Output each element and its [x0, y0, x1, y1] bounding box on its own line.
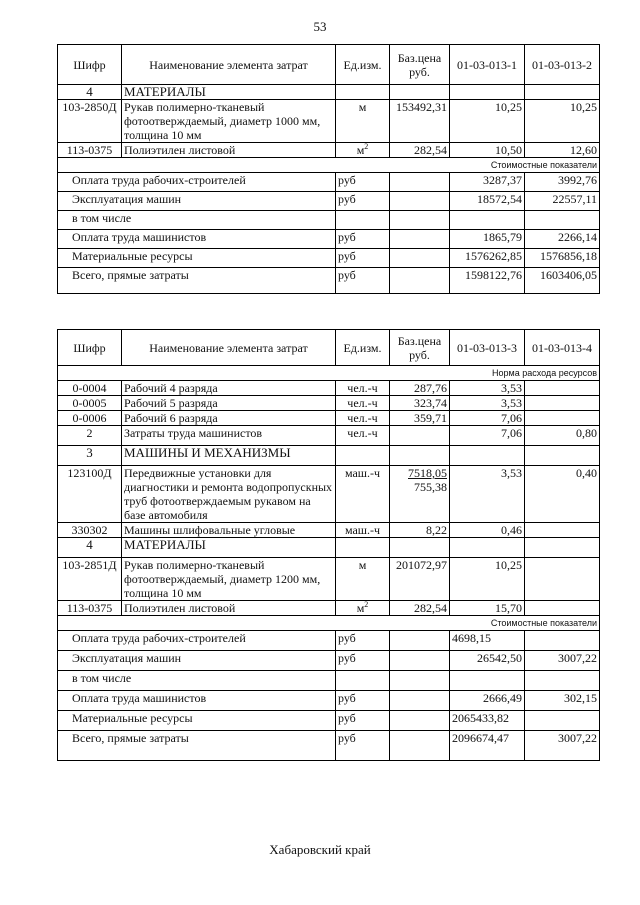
summary-label: Эксплуатация машин	[58, 651, 336, 671]
row-price-main: 7518,05	[408, 466, 447, 480]
row-v2	[525, 523, 600, 538]
row-name: Рабочий 4 разряда	[122, 381, 336, 396]
header-unit: Ед.изм.	[336, 45, 390, 85]
row-v1: 15,70	[450, 601, 525, 616]
summary-label: Эксплуатация машин	[58, 192, 336, 211]
row-name: Рабочий 6 разряда	[122, 411, 336, 426]
summary-unit: руб	[336, 691, 390, 711]
row-code: 103-2851Д	[58, 558, 122, 601]
row-unit: чел.-ч	[336, 426, 390, 446]
section-title: МАТЕРИАЛЫ	[122, 538, 336, 558]
table-row	[58, 523, 600, 538]
summary-v1: 1576262,85	[450, 249, 525, 268]
summary-unit: руб	[336, 268, 390, 294]
summary-label: Материальные ресурсы	[58, 249, 336, 268]
header-unit: Ед.изм.	[336, 330, 390, 366]
header-name: Наименование элемента затрат	[122, 45, 336, 85]
summary-v2	[525, 711, 600, 731]
summary-row	[58, 731, 600, 761]
summary-label: Оплата труда рабочих-строителей	[58, 631, 336, 651]
table-row	[58, 396, 600, 411]
header-base-price: Баз.цена руб.	[390, 45, 450, 85]
summary-v1: 3287,37	[450, 173, 525, 192]
summary-unit: руб	[336, 651, 390, 671]
row-v2: 0,40	[525, 466, 600, 523]
table-row	[58, 426, 600, 446]
summary-v2: 1603406,05	[525, 268, 600, 294]
section-code: 3	[58, 446, 122, 466]
summary-unit: руб	[336, 230, 390, 249]
row-v2: 12,60	[525, 143, 600, 158]
summary-v1: 1598122,76	[450, 268, 525, 294]
table-row	[58, 381, 600, 396]
row-code: 113-0375	[58, 143, 122, 158]
table-row	[58, 143, 600, 158]
row-name: Затраты труда машинистов	[122, 426, 336, 446]
summary-row	[58, 192, 600, 211]
summary-row	[58, 211, 600, 230]
header-col1: 01-03-013-3	[450, 330, 525, 366]
row-price: 282,54	[390, 143, 450, 158]
row-code: 123100Д	[58, 466, 122, 523]
row-v1: 10,50	[450, 143, 525, 158]
summary-row	[58, 631, 600, 651]
header-code: Шифр	[58, 330, 122, 366]
summary-v1: 2065433,82	[450, 711, 525, 731]
summary-v1: 1865,79	[450, 230, 525, 249]
row-unit: маш.-ч	[336, 466, 390, 523]
summary-v2: 3007,22	[525, 651, 600, 671]
summary-row	[58, 249, 600, 268]
header-col2: 01-03-013-2	[525, 45, 600, 85]
summary-row	[58, 711, 600, 731]
table-row	[58, 466, 600, 523]
row-v1: 3,53	[450, 396, 525, 411]
row-price-secondary: 755,38	[414, 480, 447, 494]
summary-label: Всего, прямые затраты	[58, 731, 336, 761]
section-title: МАТЕРИАЛЫ	[122, 85, 336, 100]
row-unit: чел.-ч	[336, 411, 390, 426]
row-v1: 3,53	[450, 381, 525, 396]
row-name: Рукав полимерно-тканевый фотоотверждаемый, диаметр 1200 мм, толщина 10 мм	[122, 558, 336, 601]
row-name: Полиэтилен листовой	[122, 601, 336, 616]
row-price: 359,71	[390, 411, 450, 426]
summary-v1: 26542,50	[450, 651, 525, 671]
summary-v1: 18572,54	[450, 192, 525, 211]
row-v1: 7,06	[450, 411, 525, 426]
row-v2	[525, 396, 600, 411]
header-col2: 01-03-013-4	[525, 330, 600, 366]
row-code: 0-0006	[58, 411, 122, 426]
row-price: 282,54	[390, 601, 450, 616]
summary-v1: 2096674,47	[450, 731, 525, 761]
summary-label: Оплата труда машинистов	[58, 230, 336, 249]
summary-v1: 4698,15	[450, 631, 525, 651]
summary-label: в том числе	[58, 211, 336, 230]
table-row	[58, 558, 600, 601]
row-code: 0-0005	[58, 396, 122, 411]
row-name: Машины шлифовальные угловые	[122, 523, 336, 538]
row-v2: 0,80	[525, 426, 600, 446]
summary-row	[58, 671, 600, 691]
row-v1: 7,06	[450, 426, 525, 446]
row-code: 113-0375	[58, 601, 122, 616]
row-price	[390, 466, 450, 523]
summary-label: Оплата труда рабочих-строителей	[58, 173, 336, 192]
header-code: Шифр	[58, 45, 122, 85]
section-row	[58, 85, 600, 100]
row-price: 201072,97	[390, 558, 450, 601]
summary-row	[58, 173, 600, 192]
summary-v2: 22557,11	[525, 192, 600, 211]
summary-label: Материальные ресурсы	[58, 711, 336, 731]
row-v1: 3,53	[450, 466, 525, 523]
estimate-table-1	[57, 44, 600, 294]
table-row	[58, 601, 600, 616]
header-name: Наименование элемента затрат	[122, 330, 336, 366]
summary-unit: руб	[336, 249, 390, 268]
summary-label: в том числе	[58, 671, 336, 691]
section-title: МАШИНЫ И МЕХАНИЗМЫ	[122, 446, 336, 466]
summary-unit: руб	[336, 731, 390, 761]
row-v2	[525, 411, 600, 426]
row-unit: чел.-ч	[336, 396, 390, 411]
summary-v2: 302,15	[525, 691, 600, 711]
row-name: Рукав полимерно-тканевый фотоотверждаемый, диаметр 1000 мм, толщина 10 мм	[122, 100, 336, 143]
row-v1: 0,46	[450, 523, 525, 538]
summary-unit: руб	[336, 192, 390, 211]
row-v2	[525, 381, 600, 396]
row-v1: 10,25	[450, 558, 525, 601]
row-price: 153492,31	[390, 100, 450, 143]
cost-caption: Стоимостные показатели	[58, 616, 600, 631]
summary-v2: 3007,22	[525, 731, 600, 761]
row-code: 330302	[58, 523, 122, 538]
summary-unit: руб	[336, 173, 390, 192]
summary-unit: руб	[336, 711, 390, 731]
row-v2	[525, 601, 600, 616]
header-base-price: Баз.цена руб.	[390, 330, 450, 366]
row-unit: м	[336, 558, 390, 601]
row-unit: маш.-ч	[336, 523, 390, 538]
row-code: 0-0004	[58, 381, 122, 396]
row-price: 287,76	[390, 381, 450, 396]
summary-unit: руб	[336, 631, 390, 651]
summary-row	[58, 651, 600, 671]
summary-row	[58, 691, 600, 711]
footer-region: Хабаровский край	[269, 842, 371, 857]
section-code: 4	[58, 85, 122, 100]
page-number: 53	[313, 19, 327, 34]
row-name: Полиэтилен листовой	[122, 143, 336, 158]
row-name: Передвижные установки для диагностики и ремонта водопропускных труб фотоотверждаемым рукавом на базе автомобиля	[122, 466, 336, 523]
section-code: 4	[58, 538, 122, 558]
row-code: 2	[58, 426, 122, 446]
summary-row	[58, 268, 600, 294]
table-row	[58, 411, 600, 426]
cost-caption: Стоимостные показатели	[58, 158, 600, 173]
row-v1: 10,25	[450, 100, 525, 143]
row-v2: 10,25	[525, 100, 600, 143]
header-col1: 01-03-013-1	[450, 45, 525, 85]
row-unit: $м^2$	[336, 143, 390, 158]
summary-v2: 3992,76	[525, 173, 600, 192]
summary-label: Оплата труда машинистов	[58, 691, 336, 711]
row-name: Рабочий 5 разряда	[122, 396, 336, 411]
row-unit: $м^2$	[336, 601, 390, 616]
summary-v2: 2266,14	[525, 230, 600, 249]
norm-caption: Норма расхода ресурсов	[58, 366, 600, 381]
table-row	[58, 100, 600, 143]
section-row	[58, 538, 600, 558]
row-unit: чел.-ч	[336, 381, 390, 396]
summary-row	[58, 230, 600, 249]
row-unit: м	[336, 100, 390, 143]
summary-v2: 1576856,18	[525, 249, 600, 268]
summary-label: Всего, прямые затраты	[58, 268, 336, 294]
row-code: 103-2850Д	[58, 100, 122, 143]
row-price: 8,22	[390, 523, 450, 538]
summary-v1: 2666,49	[450, 691, 525, 711]
section-row	[58, 446, 600, 466]
estimate-table-2	[57, 329, 600, 761]
row-v2	[525, 558, 600, 601]
row-price: 323,74	[390, 396, 450, 411]
summary-v2	[525, 631, 600, 651]
